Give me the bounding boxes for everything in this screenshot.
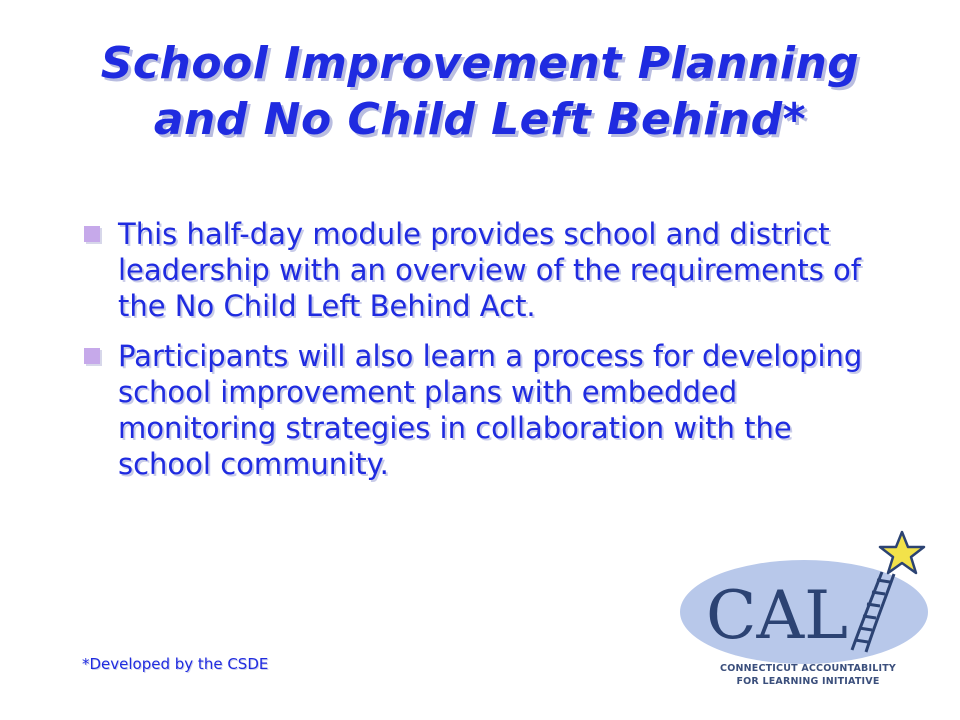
logo-wordmark: CAL [706, 577, 848, 654]
slide-title-line-2: and No Child Left Behind* [153, 94, 807, 145]
logo-caption-line-1: CONNECTICUT ACCOUNTABILITY [720, 663, 896, 674]
slide-title [30, 36, 930, 148]
footnote: *Developed by the CSDE [82, 655, 269, 673]
logo-caption-line-2: FOR LEARNING INITIATIVE [736, 676, 880, 687]
bullet-text: Participants will also learn a process for developing school improvement plans with embedded monitoring strategies in collaboration with the school community. [118, 339, 863, 481]
bullet-list [82, 216, 882, 496]
square-bullet-icon [84, 226, 100, 242]
star-icon [880, 532, 924, 573]
bullet-text: This half-day module provides school and district leadership with an overview of the requirements of the No Child Left Behind Act. [118, 217, 861, 323]
cali-logo [676, 530, 940, 710]
logo-graphic [676, 530, 940, 665]
bullet-item [82, 338, 882, 482]
bullet-item [82, 216, 882, 324]
slide-title-line-1: School Improvement Planning [100, 38, 860, 89]
square-bullet-icon [84, 348, 100, 364]
logo-caption [676, 662, 940, 688]
